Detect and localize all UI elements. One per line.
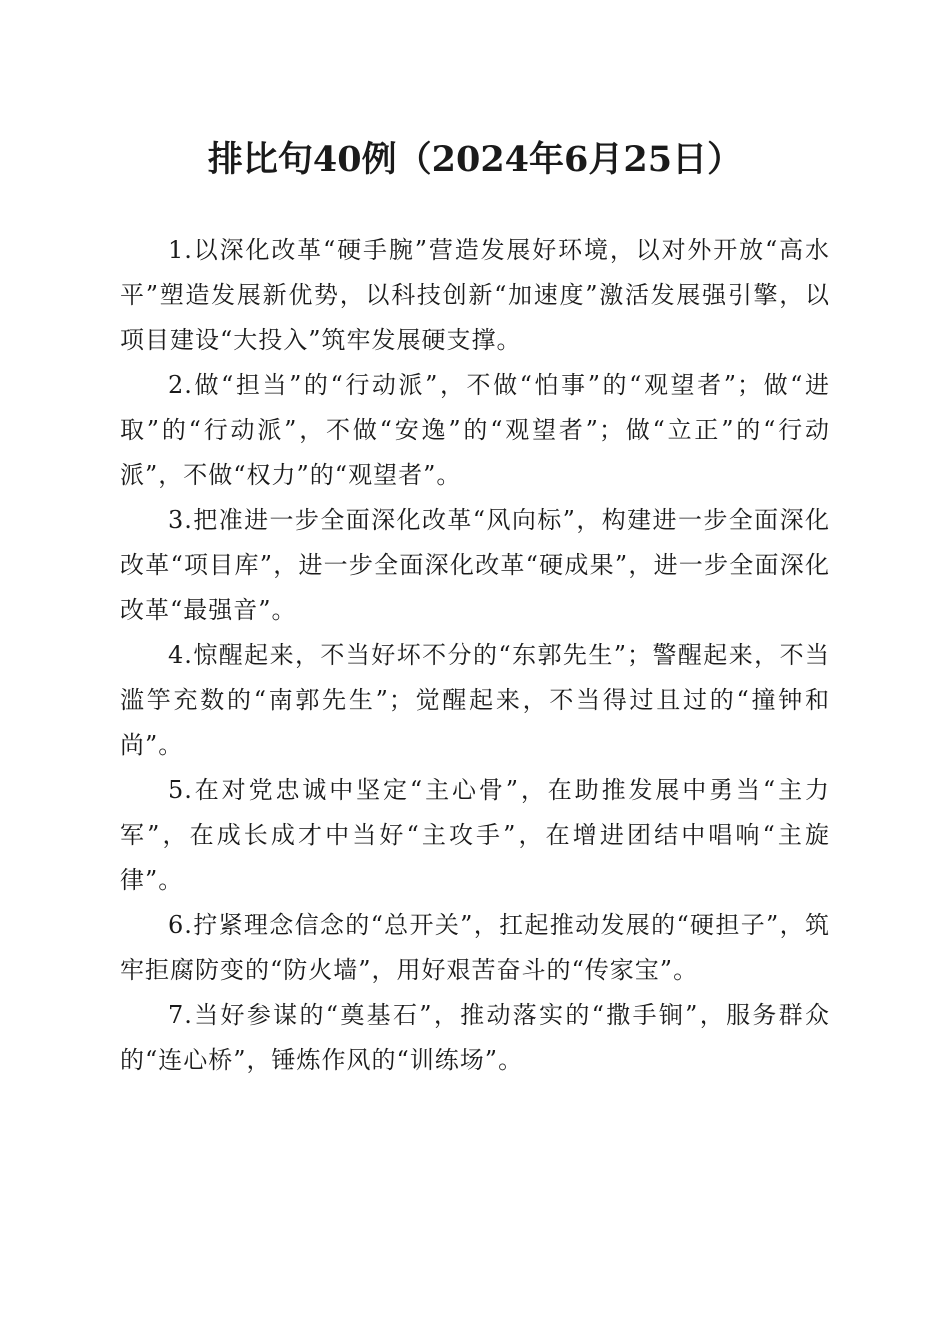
- paragraph-1: 1.以深化改革“硬手腕”营造发展好环境，以对外开放“高水平”塑造发展新优势，以科技创新“加速度”激活发展强引擎，以项目建设“大投入”筑牢发展硬支撑。: [120, 236, 830, 354]
- paragraph-6: 6.拧紧理念信念的“总开关”，扛起推动发展的“硬担子”，筑牢拒腐防变的“防火墙”，用好艰苦奋斗的“传家宝”。: [120, 911, 830, 984]
- paragraph-5: 5.在对党忠诚中坚定“主心骨”，在助推发展中勇当“主力军”，在成长成才中当好“主攻手”，在增进团结中唱响“主旋律”。: [120, 776, 830, 894]
- paragraph-7: 7.当好参谋的“奠基石”，推动落实的“撒手锏”，服务群众的“连心桥”，锤炼作风的“训练场”。: [120, 1001, 830, 1074]
- paragraph-4: 4.惊醒起来，不当好坏不分的“东郭先生”；警醒起来，不当滥竽充数的“南郭先生”；觉醒起来，不当得过且过的“撞钟和尚”。: [120, 641, 830, 759]
- document-body: [120, 228, 830, 1083]
- document-title: 排比句40例（2024年6月25日）: [207, 139, 743, 180]
- paragraph-3: 3.把准进一步全面深化改革“风向标”，构建进一步全面深化改革“项目库”，进一步全面深化改革“硬成果”，进一步全面深化改革“最强音”。: [120, 506, 830, 624]
- paragraph-2: 2.做“担当”的“行动派”，不做“怕事”的“观望者”；做“进取”的“行动派”，不做“安逸”的“观望者”；做“立正”的“行动派”，不做“权力”的“观望者”。: [120, 371, 830, 489]
